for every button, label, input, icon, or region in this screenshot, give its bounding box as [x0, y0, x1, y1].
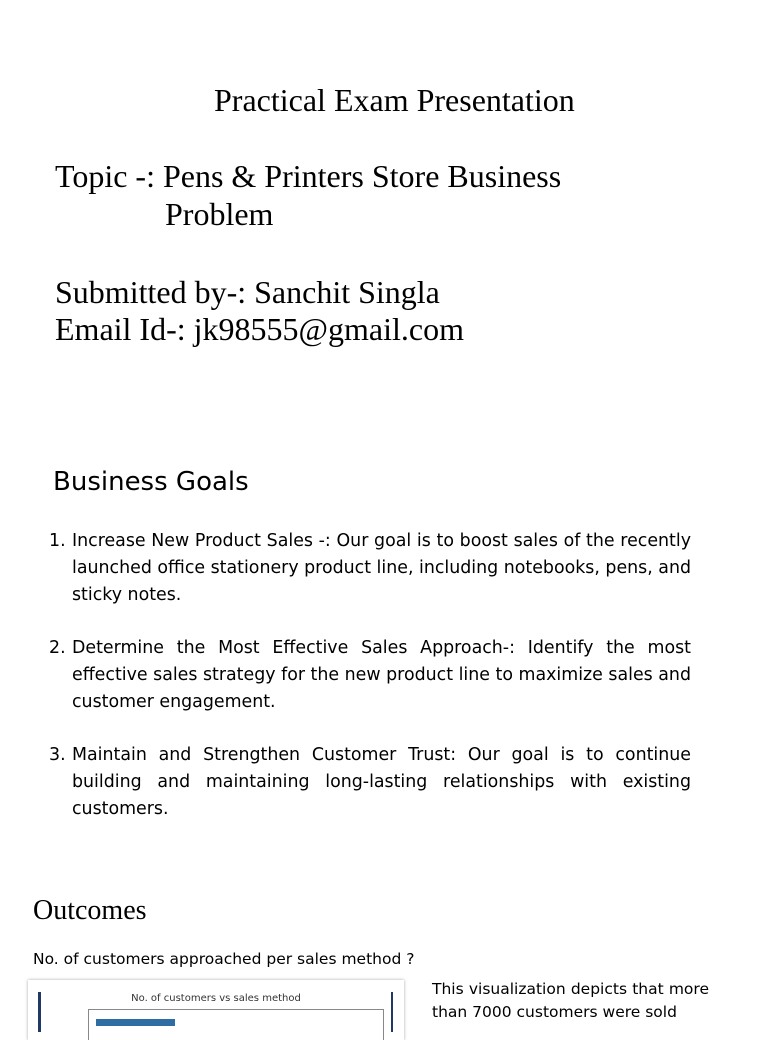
goal-text: Increase New Product Sales -: Our goal is to boost sales of the recently launched office stationery product line, including notebooks, pens, and sticky notes. — [72, 531, 692, 605]
goal-item — [49, 528, 691, 609]
business-goals-heading: Business Goals — [53, 467, 249, 497]
chart-bar — [96, 1019, 175, 1026]
slide-title: Practical Exam Presentation — [214, 82, 575, 118]
goal-item — [49, 742, 691, 823]
business-goals-list — [49, 528, 691, 849]
submitted-by: Submitted by-: Sanchit Singla — [55, 274, 440, 310]
goal-text: Maintain and Strengthen Customer Trust: Our goal is to continue building and maintaining long-lasting relationships with existing customers. — [72, 745, 691, 819]
topic-line-1: Topic -: Pens & Printers Store Business — [55, 158, 562, 194]
topic-line-2: Problem — [165, 196, 274, 232]
outcomes-heading: Outcomes — [33, 895, 147, 926]
goal-text: Determine the Most Effective Sales Approach-: Identify the most effective sales strategy for the new product line to maximize sales and customer engagement. — [72, 638, 691, 712]
email-id: Email Id-: jk98555@gmail.com — [55, 311, 464, 347]
goal-number: 1. — [49, 531, 66, 551]
goal-number: 2. — [49, 638, 66, 658]
chart-plot-area — [88, 1009, 384, 1040]
outcomes-description: This visualization depicts that more than 7000 customers were sold — [432, 980, 709, 1021]
goal-item — [49, 635, 691, 716]
chart-thumbnail — [28, 980, 404, 1040]
outcomes-question: No. of customers approached per sales method ? — [33, 950, 415, 968]
goal-number: 3. — [49, 745, 66, 765]
chart-title: No. of customers vs sales method — [131, 993, 301, 1004]
